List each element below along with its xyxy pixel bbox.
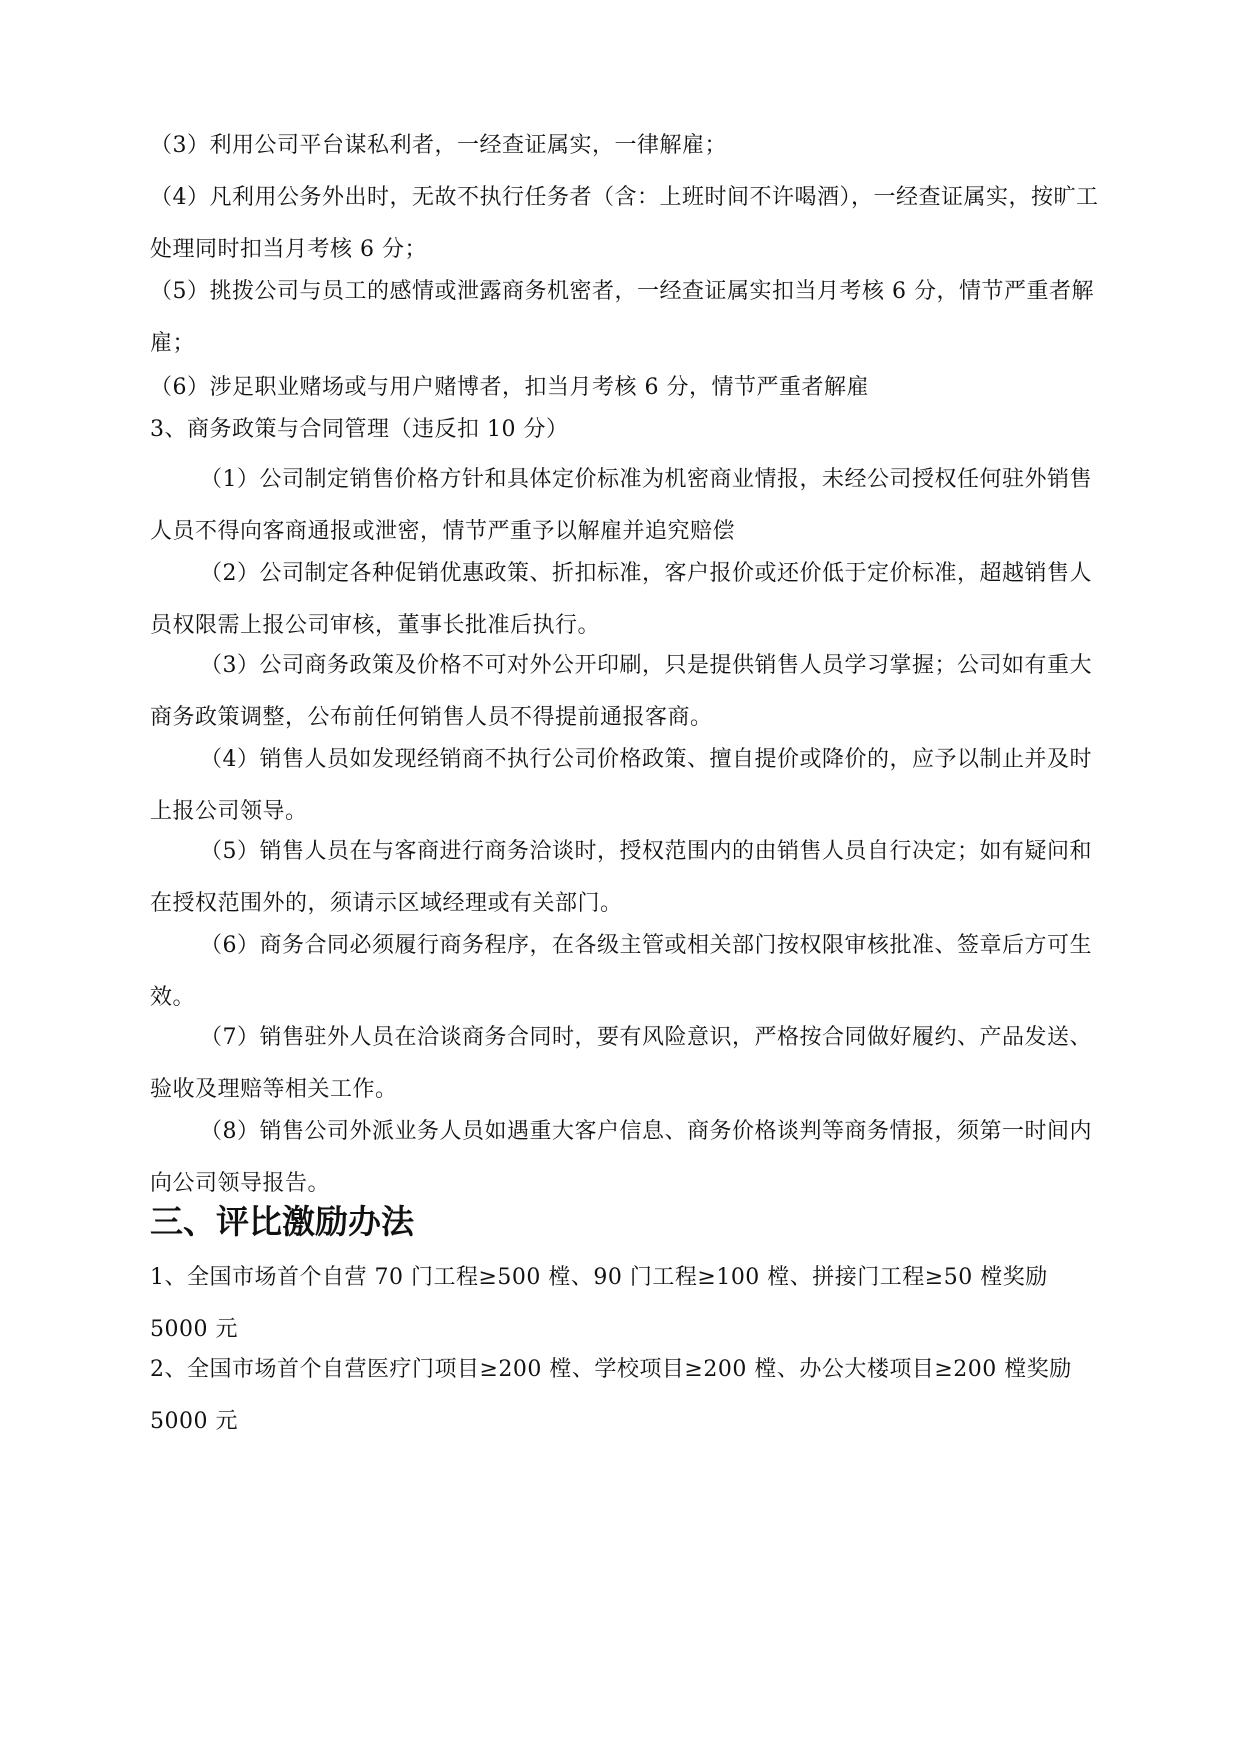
item-3-title: 3、商务政策与合同管理（违反扣 10 分） (150, 417, 569, 442)
reward-item-1: 1、全国市场首个自营 70 门工程≥500 樘、90 门工程≥100 樘、拼接门工程≥50 樘奖励 5000 元 (150, 1265, 1048, 1342)
item-3-clause-8: （8）销售公司外派业务人员如遇重大客户信息、商务价格谈判等商务情报，须第一时间内向公司领导报告。 (150, 1119, 1093, 1196)
reward-item-2: 2、全国市场首个自营医疗门项目≥200 樘、学校项目≥200 樘、办公大楼项目≥200 樘奖励 5000 元 (150, 1357, 1072, 1434)
clause-5-leaking-secrets: （5）挑拨公司与员工的感情或泄露商务机密者，一经查证属实扣当月考核 6 分，情节严重者解雇； (150, 279, 1094, 356)
item-3-clause-1: （1）公司制定销售价格方针和具体定价标准为机密商业情报，未经公司授权任何驻外销售人员不得向客商通报或泄密，情节严重予以解雇并追究赔偿 (150, 467, 1093, 544)
item-3-clause-7: （7）销售驻外人员在洽谈商务合同时，要有风险意识，严格按合同做好履约、产品发送、验收及理赔等相关工作。 (150, 1025, 1093, 1102)
item-3-clause-4: （4）销售人员如发现经销商不执行公司价格政策、擅自提价或降价的，应予以制止并及时上报公司领导。 (150, 747, 1093, 824)
clause-3-no-private-gain: （3）利用公司平台谋私利者，一经查证属实，一律解雇； (150, 133, 727, 158)
clause-4-absence-on-duty: （4）凡利用公务外出时，无故不执行任务者（含：上班时间不许喝酒），一经查证属实，按旷工处理同时扣当月考核 6 分； (150, 185, 1099, 262)
item-3-clause-5: （5）销售人员在与客商进行商务洽谈时，授权范围内的由销售人员自行决定；如有疑问和在授权范围外的，须请示区域经理或有关部门。 (150, 839, 1093, 916)
section-3-heading: 三、评比激励办法 (150, 1202, 414, 1241)
item-3-clause-2: （2）公司制定各种促销优惠政策、折扣标准，客户报价或还价低于定价标准，超越销售人员权限需上报公司审核，董事长批准后执行。 (150, 561, 1093, 638)
clause-6-gambling: （6）涉足职业赌场或与用户赌博者，扣当月考核 6 分，情节严重者解雇 (150, 375, 869, 400)
item-3-clause-6: （6）商务合同必须履行商务程序，在各级主管或相关部门按权限审核批准、签章后方可生效。 (150, 933, 1093, 1010)
item-3-clause-3: （3）公司商务政策及价格不可对外公开印刷，只是提供销售人员学习掌握；公司如有重大商务政策调整，公布前任何销售人员不得提前通报客商。 (150, 653, 1093, 730)
